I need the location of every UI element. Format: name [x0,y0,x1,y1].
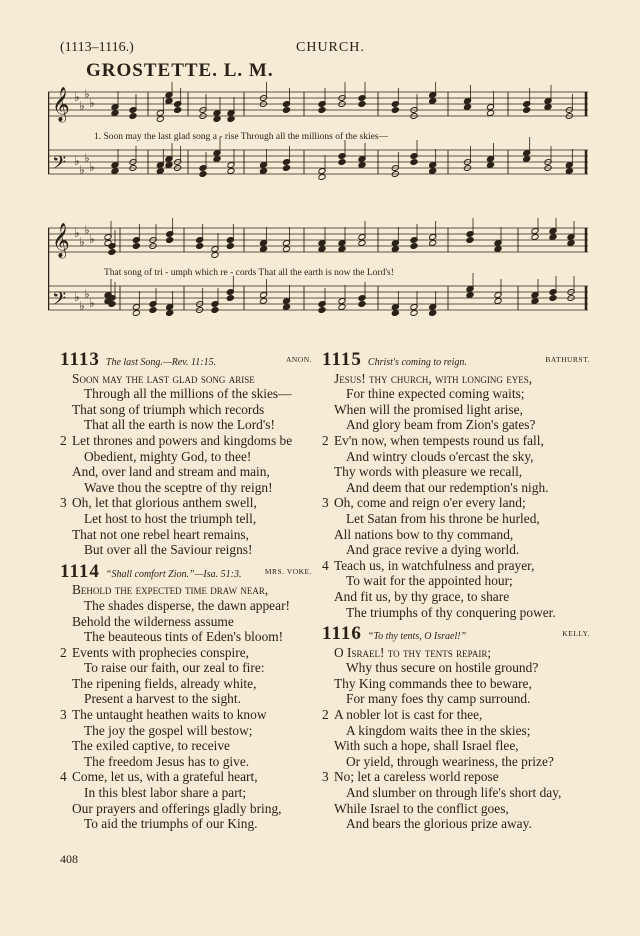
verse-line: The beauteous tints of Eden's bloom! [84,629,284,645]
svg-text:♭: ♭ [74,90,80,104]
verse-line: That song of triumph which records [72,401,265,417]
verse-number: 2 [322,707,329,723]
verse-line: A kingdom waits thee in the skies; [346,722,531,738]
verse-number: 3 [60,495,67,511]
verse-number: 4 [322,557,329,573]
verse-line: Our prayers and offerings gladly bring, [72,800,282,816]
verse [60,645,312,707]
verse [322,558,590,620]
verse [322,707,590,769]
verse-number: 3 [322,495,329,511]
verse-line: Why thus secure on hostile ground? [346,660,539,676]
verse-number: 3 [322,769,329,785]
hymn-subtitle: Christ's coming to reign. [367,357,467,368]
svg-text:♭: ♭ [79,235,85,249]
verse [60,433,312,495]
verse-line: And glory beam from Zion's gates? [346,417,536,433]
hymn-1113 [60,349,312,558]
tune-name: GROSTETTE. L. M. [86,60,274,81]
hymn-subtitle: “To thy tents, O Israel!” [367,631,467,643]
verse-line: In this blest labor share a part; [84,785,247,801]
verse-line: Jesus! thy church, with longing eyes, [334,370,533,386]
verse-line: To wait for the appointed hour; [346,573,513,589]
verse-line: While Israel to the conflict goes, [334,800,509,816]
verse-line: Ev'n now, when tempests round us fall, [334,432,544,448]
hymn-number: 1114 [60,560,100,582]
verse-line: That all the earth is now the Lord's! [84,417,275,433]
verse-line: Or yield, through weariness, the prize? [346,753,554,769]
hymn-author: KELLY. [562,629,590,639]
verse [322,769,590,831]
verse-number: 2 [60,432,67,448]
verse-line: And grace revive a dying world. [346,542,520,558]
hymn-subtitle: The last Song.—Rev. 11:15. [105,357,217,368]
svg-text:♭: ♭ [79,299,85,313]
verse-line: With such a hope, shall Israel flee, [334,738,519,754]
hymn-author: ANON. [285,355,312,364]
verse-line: Through all the millions of the skies— [84,386,292,402]
svg-text:♭: ♭ [89,232,95,246]
hymn-author: MRS. VOKE. [264,566,312,576]
verse [60,371,312,433]
hymn-number: 1113 [60,349,100,370]
verse [60,707,312,769]
verse-line: The exiled captive, to receive [72,738,231,754]
verse-line: O Israel! to thy tents repair; [334,644,492,660]
svg-text:𝄢: 𝄢 [52,153,67,178]
hymn-number: 1115 [322,349,362,370]
verse-line: Events with prophecies conspire, [72,644,250,660]
hymn-1114 [60,560,312,832]
svg-text:♭: ♭ [84,287,90,301]
verse-line: The freedom Jesus has to give. [84,753,250,769]
verse-line: A nobler lot is cast for thee, [334,707,483,723]
verse-line: But over all the Saviour reigns! [84,542,253,558]
verse-line: Wave thou the sceptre of thy reign! [84,479,273,495]
verse-line: The ripening fields, already white, [72,675,257,691]
verse-number: 2 [60,644,67,660]
verse-number: 2 [322,432,329,448]
verse-number: 4 [60,769,67,785]
verse-line: The untaught heathen waits to know [72,707,267,723]
verse-line: To raise our faith, our zeal to fire: [84,660,265,676]
verse-line: And wintry clouds o'ercast the sky, [346,448,534,464]
staff-system-2 [48,218,588,338]
verse-line: Oh, come and reign o'er every land; [334,495,526,511]
header-title: CHURCH. [296,40,365,55]
right-column [322,349,590,838]
hymn-1116 [322,623,590,832]
verse-line: No; let a careless world repose [334,769,499,785]
hymn-author: BATHURST. [545,355,590,364]
svg-text:♭: ♭ [79,99,85,113]
music-system-1 [48,82,588,202]
svg-text:♭: ♭ [84,87,90,101]
verse [322,371,590,433]
verse-line: Behold the wilderness assume [72,613,234,629]
verse-line: And, over land and stream and main, [72,464,270,480]
verse-line: Oh, let that glorious anthem swell, [72,495,257,511]
svg-text:♭: ♭ [74,226,80,240]
verse-line: And bears the glorious prize away. [346,816,532,832]
hymn-heading [60,349,312,371]
verse [322,645,590,707]
lyric-line-1: 1. Soon may the last glad song a - rise Through all the millions of the skies— [94,132,389,142]
verse-line: The triumphs of thy conquering power. [346,604,556,620]
verse [322,433,590,495]
header-range: (1113–1116.) [60,40,134,55]
verse-line: All nations bow to thy command, [334,526,514,542]
verse-line: To aid the triumphs of our King. [84,816,258,832]
verse-line: Let Satan from his throne be hurled, [346,510,540,526]
verse-line: Soon may the last glad song arise [72,370,255,386]
svg-text:♭: ♭ [84,151,90,165]
svg-text:𝄞: 𝄞 [52,87,70,122]
svg-text:♭: ♭ [89,296,95,310]
svg-text:♭: ♭ [89,160,95,174]
hymn-1115 [322,349,590,620]
verse-line: For many foes thy camp surround. [346,691,531,707]
hymn-number: 1116 [322,623,362,645]
music-system-2 [48,218,588,338]
verse-line: Thy words with pleasure we recall, [334,464,523,480]
verse-line: Teach us, in watchfulness and prayer, [334,557,535,573]
svg-text:𝄢: 𝄢 [52,289,67,314]
svg-text:𝄞: 𝄞 [52,223,70,258]
verse-line: Thy King commands thee to beware, [334,675,532,691]
page-number: 408 [60,852,78,866]
verse-line: And fit us, by thy grace, to share [334,588,510,604]
verse-line: For thine expected coming waits; [346,386,525,402]
svg-text:♭: ♭ [89,96,95,110]
svg-text:♭: ♭ [74,290,80,304]
left-column [60,349,312,838]
verse-line: Obedient, mighty God, to thee! [84,448,252,464]
verse-line: And slumber on through life's short day, [346,785,562,801]
staff-system-1 [48,82,588,202]
verse-line: The shades disperse, the dawn appear! [84,597,290,613]
verse-line: And deem that our redemption's nigh. [346,479,549,495]
verse-line: Present a harvest to the sight. [84,691,241,707]
hymn-heading [322,623,590,645]
verse-number: 3 [60,707,67,723]
verse [60,769,312,831]
verse [322,495,590,557]
verse-line: Let thrones and powers and kingdoms be [72,432,293,448]
verse-line: When will the promised light arise, [334,401,523,417]
lyric-line-2: That song of tri - umph which re - cords That all the earth is now the Lord's! [104,268,394,278]
verse-line: That not one rebel heart remains, [72,526,249,542]
verse-line: The joy the gospel will bestow; [84,722,253,738]
svg-text:♭: ♭ [84,223,90,237]
verse [60,495,312,557]
verse-line: Let host to host the triumph tell, [84,510,257,526]
verse-line: Come, let us, with a grateful heart, [72,769,258,785]
verse [60,582,312,644]
hymn-subtitle: “Shall comfort Zion.”—Isa. 51:3. [105,568,242,580]
svg-text:♭: ♭ [79,163,85,177]
hymn-heading [322,349,590,371]
svg-text:♭: ♭ [74,154,80,168]
hymn-heading [60,560,312,583]
verse-line: Behold the expected time draw near, [72,582,269,598]
